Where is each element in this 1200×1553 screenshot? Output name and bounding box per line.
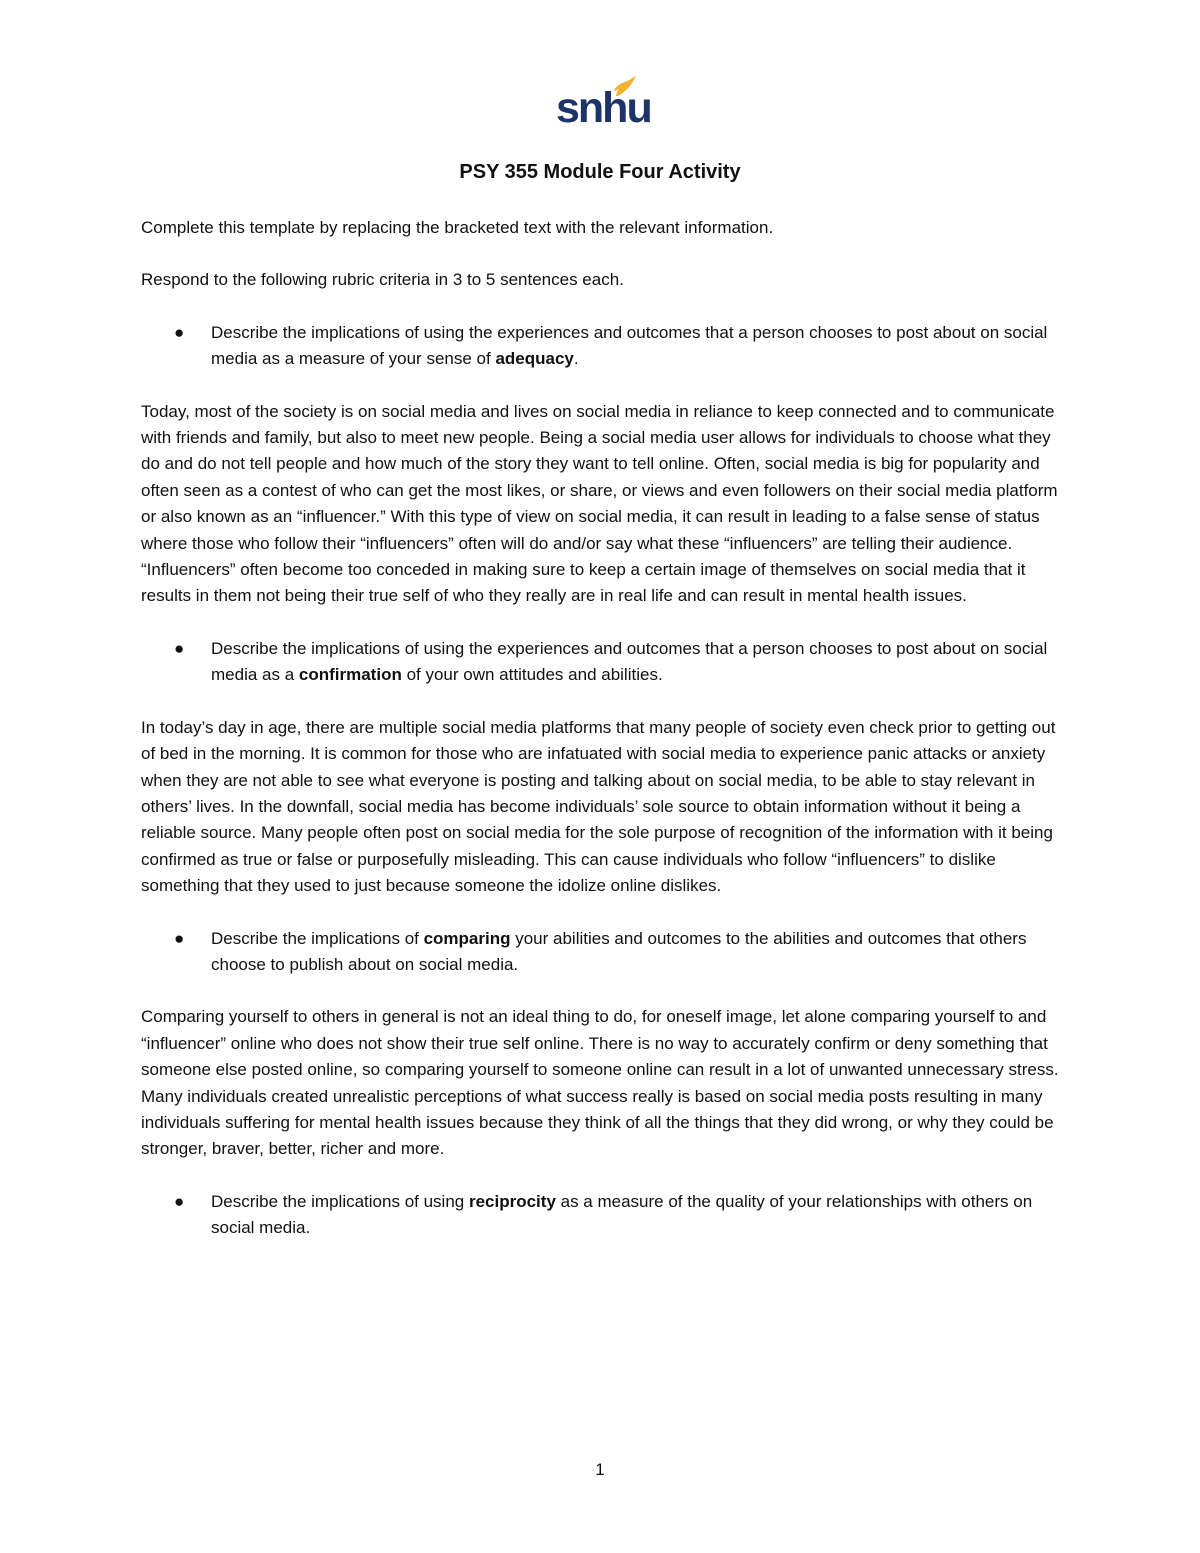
rubric-bullet-adequacy [141,320,1061,373]
document-body [141,215,1061,1268]
bullet-icon: ● [174,1191,185,1211]
page-title: PSY 355 Module Four Activity [459,161,741,183]
bullet-keyword: confirmation [298,665,402,685]
rubric-bullet-comparing [141,926,1061,979]
bullet-text-end: as a measure of the quality of your relationships with others on social media. [211,1191,1033,1238]
rubric-note: Respond to the following rubric criteria in 3 to 5 sentences each. [141,270,624,290]
logo-text: snhu [556,84,651,132]
bullet-icon: ● [174,322,185,342]
snhu-logo [556,74,651,134]
instructions-text: Complete this template by replacing the bracketed text with the relevant information. [141,218,774,237]
answer-paragraph: In today’s day in age, there are multiple social media platforms that many people of society even check prior to getting out of bed in the morning. It is common for those who are infatuated with social media to experience panic attacks or anxiety when they are not able to see what everyone is posting and talking about on social media, to be able to stay relevant in others’ lives. In the downfall, social media has become individuals’ sole source to obtain information without it being a reliable source. Many people often post on social media for the sole purpose of recognition of the information with it being confirmed as true or false or purposefully misleading. This can cause individuals who follow “influencers” to dislike something that they used to just because someone the idolize online dislikes. [141,717,1056,896]
page-number: 1 [595,1460,605,1479]
bullet-text-end: of your own attitudes and abilities. [401,665,663,685]
bullet-text: Describe the implications of using [211,1191,469,1211]
bullet-icon: ● [174,638,185,658]
bullet-text-end: . [573,349,579,369]
rubric-bullet-confirmation [141,636,1061,689]
answer-paragraph: Comparing yourself to others in general is not an ideal thing to do, for oneself image, let alone comparing yourself to and “influencer” online who does not show their true self online. There is no way to accurately confirm or deny something that someone else posted online, so comparing yourself to someone online can result in a lot of unwanted unnecessary stress. Many individuals created unrealistic perceptions of what success really is based on social media posts resulting in many individuals suffering for mental health issues because they think of all the things that they did wrong, or why they could be stronger, braver, better, richer and more. [141,1007,1059,1159]
bullet-icon: ● [174,928,185,948]
answer-paragraph: Today, most of the society is on social media and lives on social media in reliance to keep connected and to communicate with friends and family, but also to meet new people. Being a social media user allows for individuals to choose what they do and do not tell people and how much of the story they want to tell online. Often, social media is big for popularity and often seen as a contest of who can get the most likes, or share, or views and even followers on their social media platform or also known as an “influencer.” With this type of view on social media, it can result in leading to a false sense of status where those who follow their “influencers” often will do and/or say what these “influencers” are telling their audience. “Influencers” often become too conceded in making sure to keep a certain image of themselves on social media that it results in them not being their true self of who they really are in real life and can result in mental health issues. [141,401,1058,606]
bullet-keyword: adequacy [495,349,574,369]
bullet-text: Describe the implications of using the experiences and outcomes that a person chooses to post about on social media as a measure of your sense of [211,322,1048,369]
bullet-text-end: your abilities and outcomes to the abilities and outcomes that others choose to publish about on social media. [211,928,1027,974]
bullet-keyword: reciprocity [468,1191,556,1211]
rubric-bullet-reciprocity [141,1189,1061,1242]
bullet-text: Describe the implications of [211,928,424,948]
bullet-keyword: comparing [423,928,511,948]
bullet-text: Describe the implications of using the experiences and outcomes that a person chooses to post about on social media as a [211,638,1048,685]
